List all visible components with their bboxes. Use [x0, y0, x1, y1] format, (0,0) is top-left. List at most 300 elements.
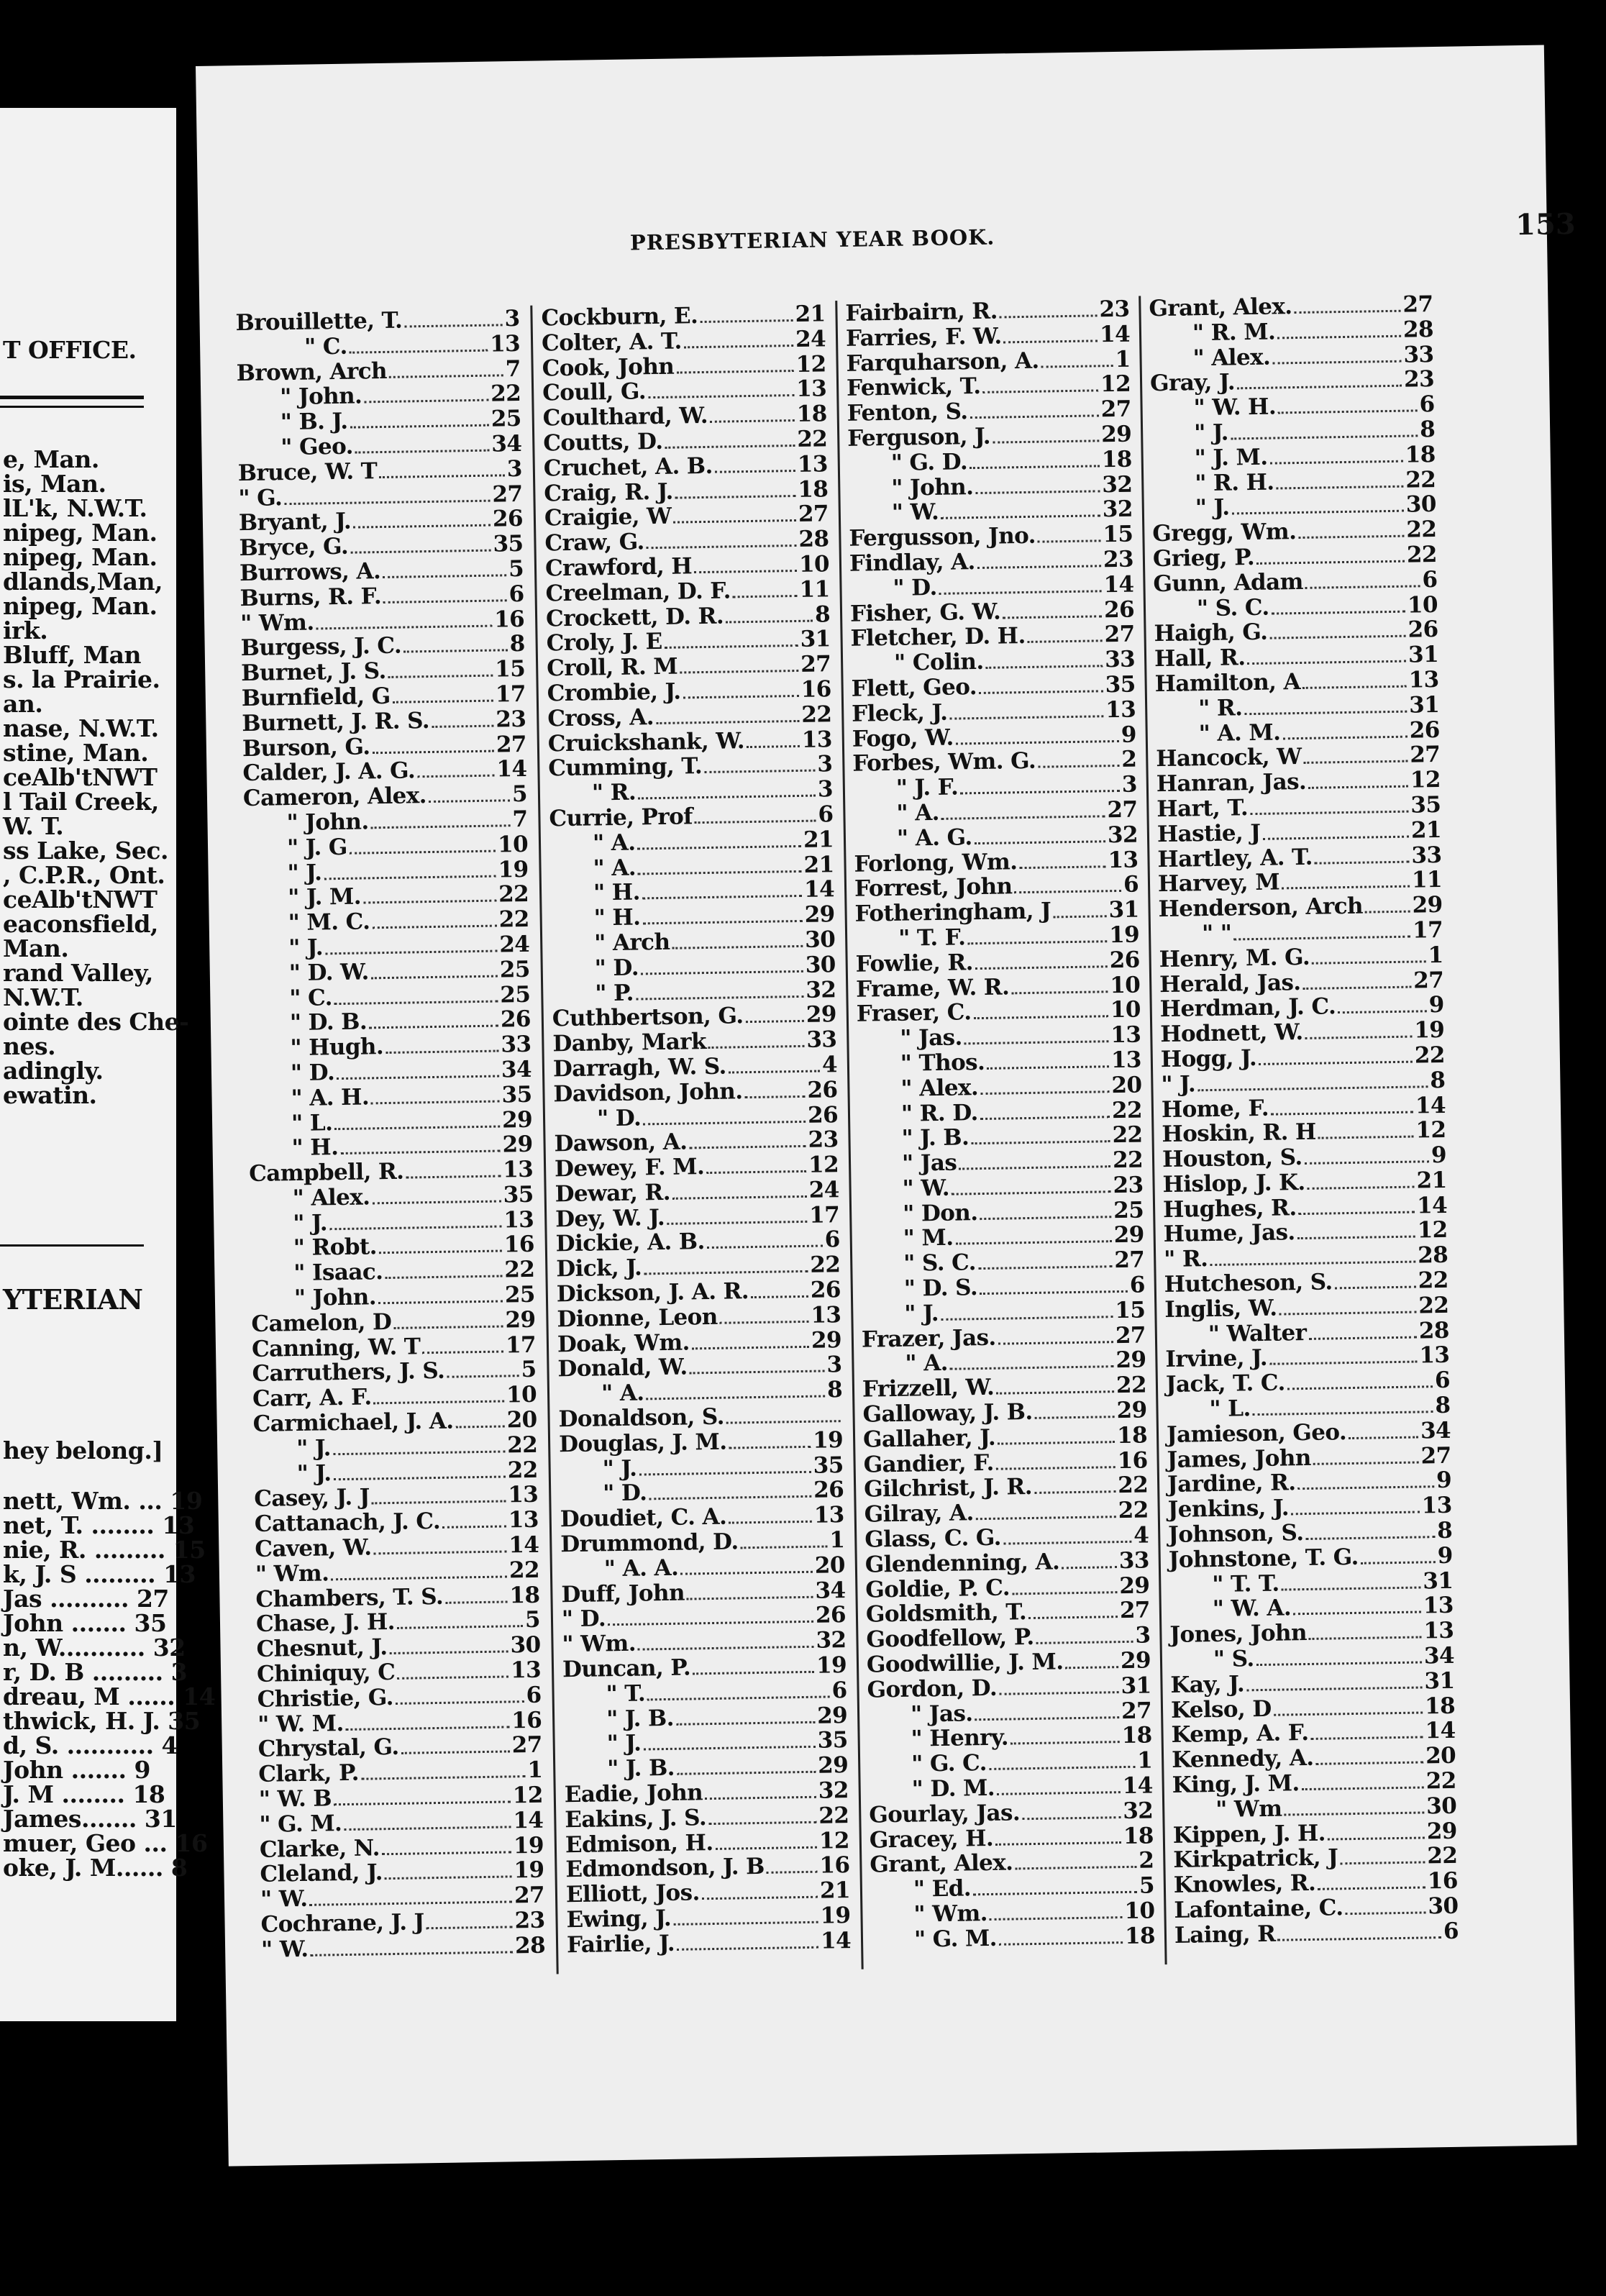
leader-dots [665, 644, 798, 649]
leader-dots [1197, 1085, 1428, 1091]
leader-dots [1305, 1036, 1413, 1039]
leader-dots [455, 1426, 504, 1429]
leader-dots [1272, 610, 1406, 614]
leader-dots [767, 1871, 818, 1874]
entry-page-number: 22 [1405, 466, 1436, 493]
facing-page-line: nipeg, Man. [3, 519, 158, 547]
rule [0, 1244, 144, 1247]
entry-page-number: 22 [1406, 516, 1437, 543]
entry-name: Jamieson, Geo. [1166, 1418, 1347, 1448]
entry-page-number: 6 [831, 1677, 847, 1704]
leader-dots [974, 1016, 1108, 1020]
entry-name: " R. [1197, 695, 1243, 721]
entry-page-number: 34 [815, 1577, 846, 1604]
leader-dots [369, 1025, 498, 1029]
entry-page-number: 16 [819, 1852, 850, 1880]
entry-page-number: 18 [1405, 441, 1436, 468]
entry-page-number: 19 [816, 1652, 847, 1679]
leader-dots [432, 724, 493, 727]
entry-page-number: 22 [1406, 541, 1438, 568]
entry-name: Galloway, J. B. [862, 1399, 1033, 1428]
entry-page-number: 27 [1114, 1247, 1145, 1274]
entry-page-number: 2 [1139, 1847, 1154, 1874]
entry-name: Fairbairn, R. [845, 298, 998, 327]
facing-page-line: thwick, H. J. 35 [3, 1707, 201, 1735]
leader-dots [684, 345, 794, 348]
leader-dots [1003, 615, 1102, 619]
leader-dots [1297, 1236, 1415, 1240]
entry-page-number: 18 [798, 475, 829, 503]
leader-dots [675, 495, 796, 499]
entry-page-number: 23 [496, 706, 526, 733]
entry-page-number: 1 [527, 1757, 543, 1784]
entry-name: Cross, A. [547, 703, 654, 732]
entry-page-number: 27 [514, 1882, 545, 1909]
leader-dots [374, 1400, 505, 1405]
leader-dots [706, 1170, 806, 1174]
entry-name: Eadie, John [564, 1780, 703, 1808]
entry-name: " G. D. [890, 448, 968, 476]
entry-page-number: 22 [797, 426, 828, 452]
entry-name: Hastie, J [1156, 819, 1261, 847]
leader-dots [340, 1150, 500, 1154]
entry-name: " W. [260, 1936, 309, 1963]
entry-page-number: 23 [1099, 296, 1130, 323]
leader-dots [636, 995, 804, 1000]
entry-page-number: 22 [1418, 1267, 1449, 1294]
leader-dots [960, 790, 1120, 794]
entry-name: Cook, John [542, 353, 675, 382]
facing-page-line: ceAlb'tNWT [3, 885, 158, 914]
entry-page-number: 3 [504, 305, 520, 332]
entry-page-number: 23 [514, 1907, 545, 1934]
entry-name: Dewey, F. M. [554, 1154, 705, 1183]
leader-dots [676, 1721, 815, 1725]
leader-dots [1340, 1862, 1425, 1865]
entry-name: Hughes, R. [1162, 1194, 1297, 1223]
leader-dots [1003, 1541, 1132, 1545]
leader-dots [705, 1796, 816, 1800]
leader-dots [363, 900, 496, 904]
entry-page-number: 30 [804, 926, 836, 953]
entry-name: " Thos. [900, 1049, 985, 1077]
facing-page-line: Man. [3, 934, 69, 962]
leader-dots [1232, 510, 1404, 515]
leader-dots [346, 1726, 510, 1731]
entry-page-number: 22 [498, 906, 529, 933]
entry-page-number: 5 [524, 1607, 541, 1634]
entry-page-number: 6 [1434, 1367, 1451, 1394]
leader-dots [971, 1141, 1110, 1145]
entry-page-number: 28 [1418, 1317, 1450, 1344]
leader-dots [729, 1521, 812, 1524]
entry-page-number: 27 [511, 1732, 543, 1759]
entry-name: James, John [1167, 1444, 1312, 1473]
leader-dots [647, 1395, 826, 1400]
leader-dots [704, 770, 815, 773]
leader-dots [1308, 1336, 1417, 1339]
entry-name: Grieg, P. [1152, 544, 1255, 573]
entry-page-number: 16 [493, 606, 525, 633]
entry-page-number: 3 [817, 751, 833, 778]
leader-dots [385, 1050, 498, 1054]
entry-name: " W. B [258, 1785, 332, 1813]
leader-dots [337, 1075, 499, 1080]
entry-page-number: 27 [1410, 742, 1441, 768]
entry-page-number: 13 [1421, 1493, 1452, 1519]
entry-name: Bryce, G. [239, 533, 349, 562]
facing-page-line: John ....... 35 [3, 1609, 167, 1637]
leader-dots [334, 1000, 498, 1005]
entry-page-number: 13 [1105, 696, 1136, 723]
leader-dots [1253, 1411, 1433, 1416]
entry-name: Hume, Jas. [1163, 1219, 1295, 1248]
index-entry [871, 1923, 1155, 1952]
leader-dots [1302, 1786, 1424, 1790]
leader-dots [1062, 1566, 1117, 1569]
entry-page-number: 23 [808, 1126, 839, 1154]
facing-page-line: s. la Prairie. [3, 665, 160, 693]
entry-name: Coutts, D. [543, 428, 663, 457]
entry-page-number: 33 [501, 1031, 531, 1058]
entry-page-number: 14 [1425, 1718, 1456, 1744]
entry-page-number: 30 [1428, 1892, 1459, 1920]
leader-dots [1287, 1385, 1433, 1390]
entry-page-number: 12 [1415, 1117, 1446, 1144]
leader-dots [442, 1526, 506, 1529]
entry-name: Casey, J. J [254, 1484, 370, 1513]
entry-page-number: 19 [820, 1903, 851, 1929]
leader-dots [677, 1771, 816, 1775]
entry-page-number: 35 [503, 1181, 534, 1208]
entry-page-number: 13 [801, 726, 833, 753]
leader-dots [333, 1475, 505, 1480]
entry-page-number: 24 [808, 1177, 839, 1203]
entry-page-number: 5 [508, 555, 524, 583]
leader-dots [401, 1751, 510, 1754]
leader-dots [1041, 365, 1113, 368]
leader-dots [716, 1846, 817, 1849]
leader-dots [1028, 1616, 1118, 1620]
leader-dots [379, 1250, 502, 1254]
entry-name: Cockburn, E. [541, 303, 698, 332]
entry-page-number: 19 [1414, 1017, 1445, 1044]
entry-name: Gregg, Wm. [1152, 519, 1297, 547]
entry-page-number: 27 [1100, 396, 1131, 423]
entry-name: Edmondson, J. B [565, 1854, 765, 1883]
entry-name: Frame, W. R. [855, 973, 1010, 1003]
entry-page-number: 14 [496, 756, 527, 783]
leader-dots [672, 945, 803, 949]
entry-name: Knowles, R. [1173, 1870, 1316, 1899]
leader-dots [373, 1551, 506, 1555]
leader-dots [729, 1070, 820, 1073]
entry-name: " P. [595, 980, 634, 1006]
entry-name: " John. [279, 383, 362, 411]
entry-name: " Robt. [293, 1234, 378, 1262]
entry-page-number: 5 [511, 781, 528, 808]
entry-name: Farries, F. W. [845, 323, 1002, 352]
entry-name: Coulthard, W. [542, 403, 708, 432]
leader-dots [643, 1746, 815, 1751]
leader-dots [1305, 585, 1420, 589]
leader-dots [382, 1851, 511, 1855]
leader-dots [383, 599, 507, 603]
entry-page-number: 19 [1108, 921, 1140, 949]
leader-dots [1038, 765, 1119, 768]
entry-name: Gilchrist, J. R. [863, 1474, 1033, 1503]
entry-page-number: 10 [1124, 1898, 1155, 1925]
entry-name: Calder, J. A. G. [242, 757, 416, 787]
entry-name: " Hugh. [290, 1034, 384, 1062]
entry-page-number: 21 [803, 826, 834, 853]
facing-page-line: d, S. ........... 4 [3, 1731, 178, 1759]
entry-name: Gordon, D. [867, 1675, 998, 1703]
entry-page-number: 6 [1422, 566, 1438, 593]
leader-dots [334, 1125, 500, 1130]
leader-dots [1277, 335, 1401, 340]
running-title: PRESBYTERIAN YEAR BOOK. [629, 224, 995, 255]
entry-name: Goodfellow, P. [866, 1624, 1034, 1653]
entry-page-number: 12 [808, 1152, 839, 1178]
leader-dots [1279, 1311, 1417, 1315]
entry-page-number: 3 [1135, 1622, 1151, 1649]
leader-dots [638, 1646, 814, 1651]
entry-name: Canning, W. T [251, 1333, 421, 1362]
leader-dots [372, 1500, 506, 1505]
leader-dots [941, 515, 1100, 519]
leader-dots [383, 574, 506, 578]
entry-page-number: 22 [506, 1431, 538, 1459]
entry-name: " R. M. [1192, 319, 1276, 347]
entry-page-number: 22 [1112, 1147, 1144, 1174]
leader-dots [644, 1270, 808, 1275]
facing-page-line: k, J. S ......... 13 [3, 1560, 196, 1588]
entry-name: " J. [288, 934, 324, 962]
entry-page-number: 29 [817, 1752, 849, 1779]
leader-dots [371, 1100, 500, 1104]
entry-name: Duncan, P. [562, 1654, 691, 1683]
entry-page-number: 25 [504, 1281, 536, 1308]
entry-name: Laing, R [1174, 1921, 1276, 1949]
leader-dots [1022, 1816, 1121, 1820]
entry-name: " Arch [593, 929, 670, 957]
leader-dots [1034, 1491, 1115, 1495]
facing-page-line: eaconsfield, [3, 910, 158, 938]
leader-dots [1256, 1662, 1422, 1667]
entry-page-number: 26 [1407, 616, 1438, 643]
entry-name: " D. B. [289, 1008, 368, 1037]
leader-dots [950, 1366, 1114, 1371]
entry-page-number: 18 [1124, 1923, 1156, 1949]
entry-page-number: 13 [1423, 1618, 1454, 1644]
entry-page-number: 17 [495, 680, 526, 708]
entry-name: " A. H. [291, 1084, 370, 1111]
leader-dots [967, 940, 1107, 944]
entry-name: Gandier, F. [863, 1449, 994, 1478]
entry-name: Kennedy, A. [1171, 1745, 1314, 1774]
leader-dots [692, 1345, 809, 1349]
leader-dots [1299, 1211, 1415, 1215]
entry-page-number: 27 [800, 651, 831, 678]
facing-page-line: Bluff, Man [3, 641, 141, 669]
leader-dots [1012, 1591, 1117, 1595]
leader-dots [975, 490, 1100, 494]
leader-dots [1271, 1111, 1413, 1115]
entry-name: Hancock, W [1156, 744, 1302, 773]
entry-name: " D. M. [911, 1775, 995, 1803]
leader-dots [429, 799, 510, 803]
leader-dots [989, 1766, 1135, 1770]
leader-dots [403, 650, 508, 653]
entry-name: Danby, Mark [552, 1029, 707, 1057]
entry-name: " A. [896, 799, 940, 826]
entry-name: Fletcher, D. H. [850, 623, 1026, 652]
leader-dots [1316, 1762, 1424, 1765]
leader-dots [1310, 1736, 1423, 1740]
entry-name: Davidson, John. [553, 1078, 743, 1108]
entry-name: Christie, G. [257, 1684, 394, 1713]
entry-page-number: 26 [492, 506, 524, 532]
entry-page-number: 22 [810, 1252, 841, 1279]
entry-page-number: 32 [806, 976, 836, 1003]
entry-page-number: 25 [1113, 1197, 1144, 1224]
entry-name: Cruchet, A. B. [543, 452, 713, 482]
entry-page-number: 13 [510, 1657, 542, 1684]
leader-dots [1298, 1486, 1435, 1490]
entry-page-number: 22 [1112, 1121, 1143, 1149]
entry-name: Dick, J. [556, 1254, 642, 1283]
leader-dots [642, 920, 802, 924]
leader-dots [344, 1826, 511, 1831]
leader-dots [673, 1921, 818, 1926]
entry-page-number: 6 [508, 580, 524, 608]
entry-name: Craigie, W [544, 504, 672, 532]
entry-page-number: 35 [813, 1452, 844, 1479]
leader-dots [388, 675, 493, 678]
entry-page-number: 21 [803, 851, 834, 878]
entry-page-number: 19 [812, 1426, 844, 1454]
leader-dots [979, 690, 1103, 694]
leader-dots [1285, 1811, 1425, 1816]
entry-page-number: 6 [1123, 871, 1139, 898]
entry-page-number: 10 [497, 831, 529, 858]
entry-page-number: 22 [1427, 1843, 1458, 1869]
leader-dots [952, 1190, 1111, 1195]
facing-page-line: is, Man. [3, 470, 106, 498]
entry-name: " J. G [286, 834, 348, 861]
entry-page-number: 6 [824, 1226, 841, 1253]
entry-name: " Jas. [910, 1700, 973, 1728]
entry-page-number: 27 [1107, 796, 1138, 824]
entry-name: Cruickshank, W. [547, 727, 745, 757]
entry-page-number: 27 [1119, 1597, 1151, 1624]
leader-dots [647, 545, 797, 549]
entry-page-number: 29 [1120, 1647, 1151, 1675]
leader-dots [672, 1195, 807, 1200]
entry-page-number: 30 [1405, 491, 1437, 519]
leader-dots [741, 1546, 828, 1549]
leader-dots [647, 1695, 830, 1700]
entry-name: " W. [891, 499, 939, 527]
entry-name: " L. [1209, 1395, 1251, 1423]
facing-page-line: ointe des Che- [3, 1008, 189, 1036]
leader-dots [406, 1175, 501, 1179]
entry-name: " D. [602, 1480, 647, 1507]
facing-page-line: l Tail Creek, [3, 788, 159, 816]
entry-page-number: 18 [1116, 1422, 1148, 1449]
entry-name: Bruce, W. T [237, 457, 378, 486]
leader-dots [1305, 1536, 1435, 1540]
entry-name: Dawson, A. [554, 1129, 688, 1157]
entry-name: Kelso, D [1170, 1695, 1272, 1723]
entry-name: Fogo, W. [852, 724, 954, 752]
entry-name: Ferguson, J. [847, 423, 991, 452]
leader-dots [680, 670, 798, 674]
leader-dots [649, 1495, 811, 1500]
facing-page-line: nes. [3, 1032, 56, 1060]
leader-dots [333, 1450, 505, 1455]
leader-dots [999, 1691, 1119, 1695]
facing-page-line: N.W.T. [3, 983, 83, 1011]
leader-dots [389, 374, 503, 378]
entry-name: " J. [296, 1459, 332, 1487]
leader-dots [1361, 1561, 1436, 1564]
entry-page-number: 13 [1423, 1593, 1454, 1619]
entry-name: " G. M. [259, 1810, 342, 1838]
leader-dots [639, 1470, 811, 1475]
entry-page-number: 14 [803, 876, 835, 903]
entry-page-number: 29 [1116, 1397, 1147, 1424]
leader-dots [667, 1221, 807, 1225]
entry-name: " Ed. [913, 1875, 972, 1903]
leader-dots [396, 1700, 524, 1705]
entry-page-number: 19 [514, 1857, 544, 1884]
entry-name: " S. C. [903, 1249, 977, 1277]
entry-page-number: 29 [806, 1001, 837, 1029]
facing-page-line: lL'k, N.W.T. [3, 494, 147, 522]
entry-name: Glass, C. G. [864, 1524, 1002, 1553]
entry-name: " B. J. [280, 408, 348, 436]
leader-dots [355, 450, 490, 454]
leader-dots [648, 394, 794, 398]
entry-page-number: 3 [817, 776, 834, 803]
entry-name: " J. [1195, 494, 1230, 521]
entry-page-number: 13 [508, 1507, 539, 1534]
entry-name: " G. M. [913, 1925, 998, 1953]
leader-dots [1304, 760, 1408, 764]
leader-dots [941, 1316, 1113, 1321]
leader-dots [1256, 560, 1405, 565]
entry-name: Carruthers, J. S. [252, 1358, 445, 1388]
entry-name: " G. [238, 484, 283, 511]
entry-page-number: 34 [1420, 1417, 1451, 1444]
entry-name: " H. [593, 904, 641, 931]
entry-name: Burns, R. F. [239, 583, 382, 611]
entry-page-number: 22 [1115, 1372, 1147, 1399]
leader-dots [641, 970, 803, 975]
entry-name: Jones, John [1169, 1620, 1308, 1649]
entry-page-number: 28 [1402, 316, 1434, 343]
entry-page-number: 6 [1419, 391, 1435, 418]
entry-page-number: 31 [1108, 896, 1139, 924]
entry-page-number: 8 [814, 601, 831, 628]
entry-page-number: 20 [1425, 1742, 1456, 1769]
entry-page-number: 8 [1435, 1392, 1451, 1419]
entry-name: Chase, J. H. [255, 1609, 396, 1638]
entry-name: " G. C. [911, 1750, 987, 1777]
entry-name: Gracey, H. [869, 1825, 994, 1854]
